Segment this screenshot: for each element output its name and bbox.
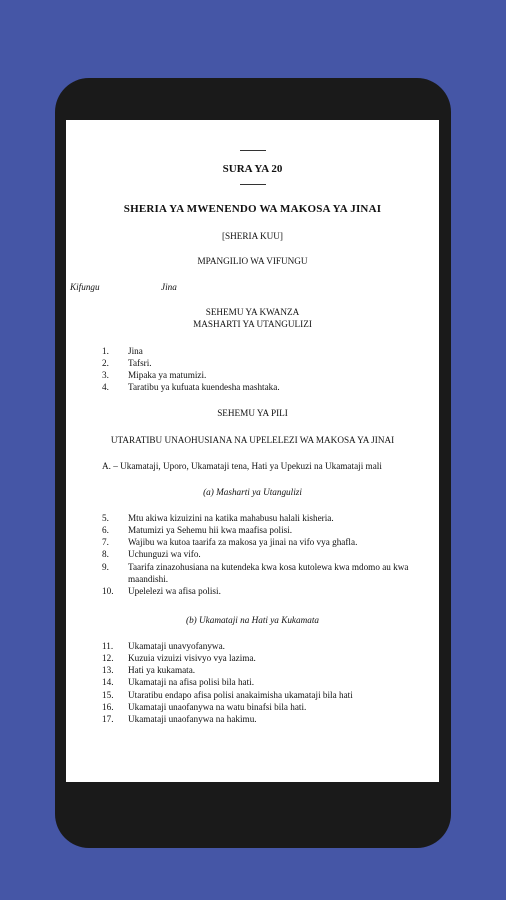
list-item[interactable] <box>102 381 425 393</box>
list-item[interactable] <box>102 585 425 597</box>
top-rule <box>66 150 439 151</box>
list-item[interactable] <box>102 664 425 676</box>
section-list-part-two-b <box>102 640 425 725</box>
item-text: Ukamataji unaofanywa na hakimu. <box>128 713 257 724</box>
document-subtitle: [SHERIA KUU] <box>222 231 283 241</box>
list-item[interactable] <box>102 548 425 560</box>
item-text: Uchunguzi wa vifo. <box>128 549 201 560</box>
column-label-title: Jina <box>161 282 177 292</box>
subsection-b-heading: (b) Ukamataji na Hati ya Kukamata <box>186 615 319 625</box>
subsection-a-heading: (a) Masharti ya Utangulizi <box>203 487 302 497</box>
column-label-section: Kifungu <box>70 282 100 292</box>
part-one-heading: SEHEMU YA KWANZA <box>205 307 300 317</box>
item-text: Ukamataji unavyofanywa. <box>128 641 225 651</box>
list-item[interactable] <box>102 561 425 585</box>
item-text: Taarifa zinazohusiana na kutendeka kwa kosa kutolewa kwa mdomo au kwa maandishi. <box>128 561 409 584</box>
list-item[interactable] <box>102 512 425 524</box>
list-item[interactable] <box>102 345 425 357</box>
item-text: Taratibu ya kufuata kuendesha mashtaka. <box>128 382 280 393</box>
item-number: 14. <box>102 677 114 688</box>
item-number: 11. <box>102 641 114 651</box>
chapter-rule <box>66 184 439 185</box>
list-item[interactable] <box>102 640 425 652</box>
arrangement-heading: MPANGILIO WA VIFUNGU <box>197 256 308 266</box>
list-item[interactable] <box>102 701 425 713</box>
item-number: 9. <box>102 561 109 572</box>
list-item[interactable] <box>102 369 425 381</box>
item-text: Wajibu wa kutoa taarifa za makosa ya jinai na vifo vya ghafla. <box>128 537 358 548</box>
list-item[interactable] <box>102 713 425 725</box>
item-number: 15. <box>102 689 114 700</box>
section-a-heading: A. – Ukamataji, Uporo, Ukamataji tena, Hati ya Upekuzi na Ukamataji mali <box>102 461 382 471</box>
list-item[interactable] <box>102 689 425 701</box>
item-number: 16. <box>102 701 114 712</box>
list-item[interactable] <box>102 536 425 548</box>
item-text: Utaratibu endapo afisa polisi anakaimisha ukamataji bila hati <box>128 689 353 700</box>
part-two-heading: SEHEMU YA PILI <box>217 408 288 418</box>
item-text: Tafsri. <box>128 358 152 369</box>
list-item[interactable] <box>102 357 425 369</box>
item-number: 10. <box>102 585 114 596</box>
item-number: 5. <box>102 513 109 523</box>
item-text: Mipaka ya matumizi. <box>128 370 207 381</box>
item-number: 3. <box>102 370 109 381</box>
section-list-part-one <box>102 345 425 394</box>
item-number: 1. <box>102 346 109 356</box>
item-number: 4. <box>102 382 109 393</box>
item-number: 17. <box>102 713 114 724</box>
item-text: Kuzuia vizuizi visivyo vya lazima. <box>128 653 256 664</box>
section-list-part-two-a <box>102 512 425 597</box>
item-number: 12. <box>102 653 114 664</box>
part-two-subheading: UTARATIBU UNAOHUSIANA NA UPELELEZI WA MAKOSA YA JINAI <box>110 435 395 445</box>
item-number: 8. <box>102 549 109 560</box>
item-text: Mtu akiwa kizuizini na katika mahabusu halali kisheria. <box>128 513 334 523</box>
item-number: 13. <box>102 665 114 676</box>
list-item[interactable] <box>102 524 425 536</box>
item-number: 7. <box>102 537 109 548</box>
document-title: SHERIA YA MWENENDO WA MAKOSA YA JINAI <box>123 203 382 215</box>
item-text: Ukamataji unaofanywa na watu binafsi bila hati. <box>128 701 307 712</box>
item-text: Upelelezi wa afisa polisi. <box>128 585 221 596</box>
list-item[interactable] <box>102 676 425 688</box>
item-number: 2. <box>102 358 109 369</box>
part-one-subheading: MASHARTI YA UTANGULIZI <box>193 319 312 329</box>
item-number: 6. <box>102 525 109 536</box>
item-text: Hati ya kukamata. <box>128 665 196 676</box>
item-text: Jina <box>128 346 143 356</box>
chapter-heading: SURA YA 20 <box>222 163 283 175</box>
item-text: Matumizi ya Sehemu hii kwa maafisa polisi. <box>128 525 293 536</box>
document-page[interactable] <box>66 120 439 782</box>
list-item[interactable] <box>102 652 425 664</box>
item-text: Ukamataji na afisa polisi bila hati. <box>128 677 255 688</box>
